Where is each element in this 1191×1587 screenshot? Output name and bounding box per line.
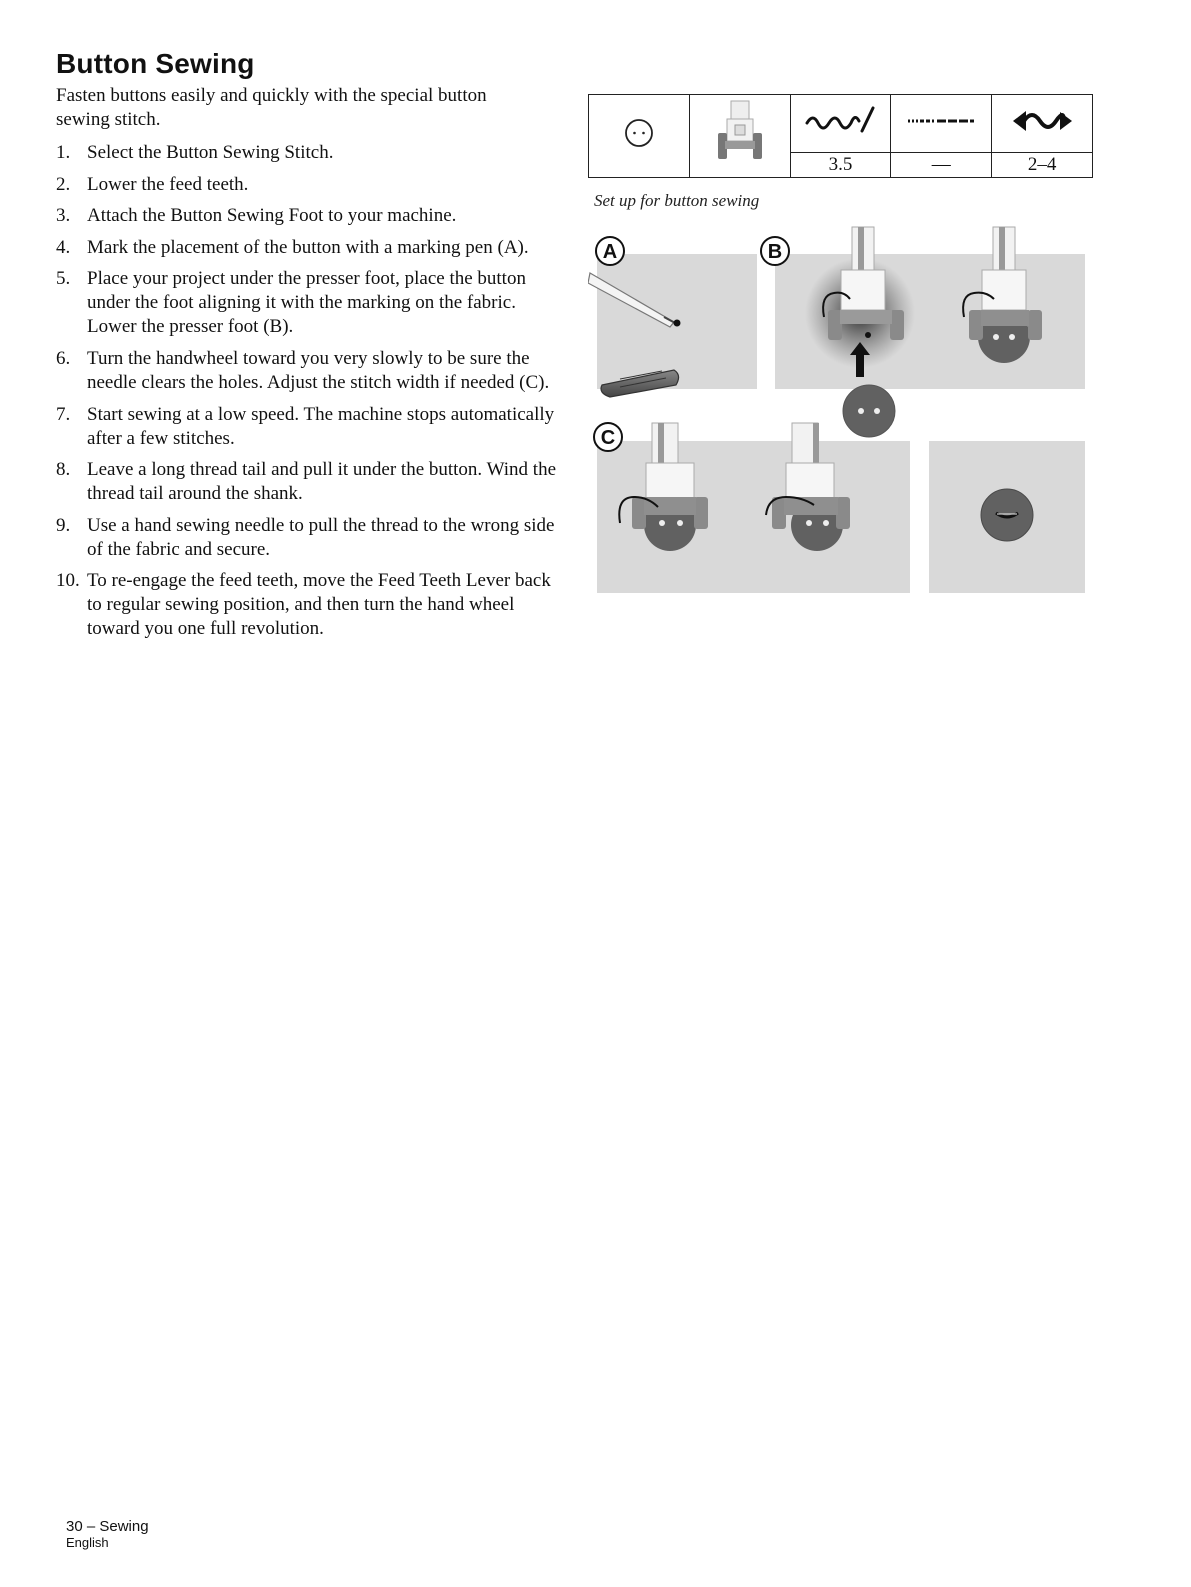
step-number: 1. xyxy=(56,142,71,163)
step-item xyxy=(56,141,556,165)
step-text: Select the Button Sewing Stitch. xyxy=(87,142,334,163)
stitch-width-value: 3.5 xyxy=(790,153,891,178)
step-item xyxy=(56,569,556,641)
step-item xyxy=(56,267,556,339)
step-text: Turn the handwheel toward you very slowly to be sure the needle clears the holes. Adjust the stitch width if needed (C). xyxy=(87,347,550,393)
stitch-length-value: — xyxy=(891,153,992,178)
button-stitch-icon xyxy=(619,113,659,153)
step-number: 3. xyxy=(56,205,71,227)
footer-page-label: 30 – Sewing xyxy=(66,1518,149,1535)
step-text: Leave a long thread tail and pull it under the button. Wind the thread tail around the shank. xyxy=(87,459,557,505)
step-text: Start sewing at a low speed. The machine stops automatically after a few stitches. xyxy=(87,403,555,449)
step-number: 6. xyxy=(56,347,71,369)
step-text: Place your project under the presser foot, place the button under the foot aligning it with the marking on the fabric. Lower the presser foot (B). xyxy=(87,268,526,338)
step-text: Attach the Button Sewing Foot to your machine. xyxy=(87,205,457,227)
panel-a xyxy=(588,237,757,397)
step-number: 9. xyxy=(56,514,71,536)
step-text: Lower the feed teeth. xyxy=(87,173,249,195)
stitch-settings-table xyxy=(588,94,1093,178)
step-number: 5. xyxy=(56,268,71,290)
step-number: 8. xyxy=(56,459,71,481)
label-c: C xyxy=(600,427,616,449)
label-a: A xyxy=(602,241,618,263)
stitch-cell xyxy=(589,95,690,178)
panel-c xyxy=(594,423,1085,593)
label-b: B xyxy=(767,241,783,263)
step-item xyxy=(56,458,556,506)
sewn-button-icon xyxy=(981,489,1033,541)
step-item xyxy=(56,236,556,260)
panel-b xyxy=(761,227,1085,437)
step-number: 7. xyxy=(56,403,71,425)
table-caption: Set up for button sewing xyxy=(594,191,760,210)
foot-cell xyxy=(689,95,790,178)
instruction-steps xyxy=(56,141,556,649)
button-icon xyxy=(843,385,895,437)
page-title: Button Sewing xyxy=(56,48,255,79)
stitch-density-value: 2–4 xyxy=(992,153,1093,178)
button-sewing-foot-icon xyxy=(713,99,767,167)
step-item xyxy=(56,403,556,451)
step-text: Mark the placement of the button with a marking pen (A). xyxy=(87,236,529,258)
intro-paragraph: Fasten buttons easily and quickly with the special button sewing stitch. xyxy=(56,85,487,130)
density-icon-cell xyxy=(992,95,1093,153)
footer-language: English xyxy=(66,1535,109,1550)
step-item xyxy=(56,204,556,228)
step-text: To re-engage the feed teeth, move the Feed Teeth Lever back to regular sewing position, and then turn the hand wheel toward you one full revolution. xyxy=(87,570,551,640)
page-footer xyxy=(66,1518,149,1551)
width-icon-cell xyxy=(790,95,891,153)
length-icon-cell xyxy=(891,95,992,153)
stitch-width-icon xyxy=(804,104,876,138)
step-item xyxy=(56,347,556,395)
step-item xyxy=(56,173,556,197)
stitch-density-icon xyxy=(1010,106,1074,136)
step-number: 4. xyxy=(56,236,71,258)
button-sewing-illustration xyxy=(588,225,1093,597)
step-text: Use a hand sewing needle to pull the thread to the wrong side of the fabric and secure. xyxy=(87,514,555,560)
step-number: 10. xyxy=(56,570,80,592)
step-item xyxy=(56,514,556,562)
step-number: 2. xyxy=(56,173,71,195)
stitch-length-icon xyxy=(906,111,976,131)
